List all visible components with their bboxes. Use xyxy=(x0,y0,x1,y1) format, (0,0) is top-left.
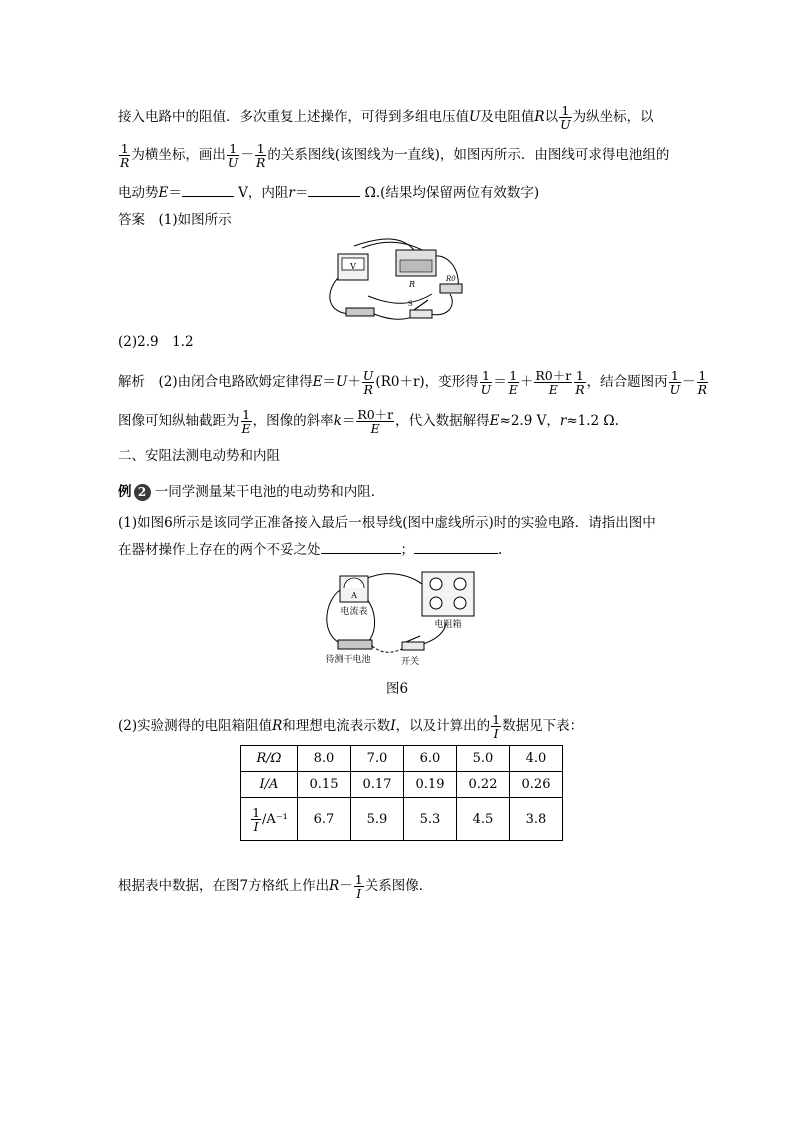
fraction-U-over-R: $\frac{U}{R}$ xyxy=(362,368,374,397)
text: ； xyxy=(400,542,414,558)
text: ，以及计算出的 xyxy=(395,718,491,734)
analysis-line2 xyxy=(118,408,619,435)
text: 关系图像． xyxy=(364,878,433,894)
dial xyxy=(454,578,466,590)
data-table xyxy=(240,745,563,841)
resistance-box xyxy=(422,572,474,616)
para1-line1 xyxy=(118,104,654,131)
var-U: U xyxy=(469,109,481,125)
example-text: 一同学测量某干电池的电动势和内阻． xyxy=(154,484,385,500)
var-I: I xyxy=(390,718,396,734)
var-E: E xyxy=(312,374,323,390)
wire xyxy=(368,294,432,303)
fraction-1-over-U: $\frac{1}{U}$ xyxy=(480,368,492,397)
fraction-1-over-R: $\frac{1}{R}$ xyxy=(575,368,585,397)
fraction-1-over-U: $\frac{1}{U}$ xyxy=(669,368,681,397)
text: 及电阻值 xyxy=(480,109,535,125)
dial xyxy=(430,578,442,590)
text: 电动势 xyxy=(118,185,159,201)
label-R: R xyxy=(408,280,416,289)
answer-part1: (1)如图所示 xyxy=(158,212,232,228)
table-cell: 0.26 xyxy=(510,772,563,798)
table-row xyxy=(241,772,563,798)
text: 以 xyxy=(544,109,559,125)
fraction-1-over-R: $\frac{1}{R}$ xyxy=(120,141,130,170)
text: 为横坐标，画出 xyxy=(131,147,226,163)
figure-6-caption: 图6 xyxy=(386,681,409,697)
final-line xyxy=(118,873,432,900)
resistor-R0 xyxy=(440,284,462,293)
fraction-1-over-R: $\frac{1}{R}$ xyxy=(255,141,266,170)
table-row-header: $\frac{1}{I}$ /A⁻¹ xyxy=(241,798,298,841)
var-E: E xyxy=(489,413,500,429)
example-number-badge: 2 xyxy=(134,484,151,501)
voltmeter-label: V xyxy=(350,262,356,271)
table-cell: 0.22 xyxy=(457,772,510,798)
var-R: R xyxy=(534,109,545,125)
text: . xyxy=(498,542,503,558)
q1-line2 xyxy=(118,540,502,560)
text: 在器材操作上存在的两个不妥之处 xyxy=(118,542,321,558)
example-line xyxy=(118,482,384,502)
analysis-label: 解析 xyxy=(118,374,145,390)
text: － xyxy=(240,147,254,163)
fraction-1-over-U: $\frac{1}{U}$ xyxy=(560,103,571,132)
answer-blank-r[interactable] xyxy=(308,184,360,197)
table-row xyxy=(241,798,563,841)
text: ，代入数据解得 xyxy=(395,413,490,429)
example-label: 例 xyxy=(118,484,132,500)
table-cell: 5.9 xyxy=(351,798,404,841)
table-cell: 0.17 xyxy=(351,772,404,798)
fraction-R0r-over-E: $\frac{R0+r}{E}$ xyxy=(357,407,394,436)
q1-line1: (1)如图6所示是该同学正准备接入最后一根导线(图中虚线所示)时的实验电路．请指出图中 xyxy=(118,515,656,531)
fraction-1-over-U: $\frac{1}{U}$ xyxy=(227,141,239,170)
wire xyxy=(366,598,375,642)
analysis-line1 xyxy=(118,369,709,396)
text: ＝ xyxy=(294,185,309,201)
dial xyxy=(454,597,466,609)
text: － xyxy=(682,374,696,390)
table-cell: 0.15 xyxy=(298,772,351,798)
text: Ω.(结果均保留两位有效数字) xyxy=(364,185,540,201)
text: V，内阻 xyxy=(238,185,289,201)
battery xyxy=(346,308,374,316)
label-ammeter: 电流表 xyxy=(340,607,368,617)
section-title: 二、安阻法测电动势和内阻 xyxy=(118,448,280,464)
text: 为纵坐标，以 xyxy=(572,109,654,125)
text: ＝ xyxy=(341,413,356,429)
text: ＝ xyxy=(322,374,336,390)
ammeter-letter: A xyxy=(351,591,357,600)
text: 和理想电流表示数 xyxy=(282,718,391,734)
text: ＋ xyxy=(519,374,534,390)
var-r: r xyxy=(288,185,295,201)
table-cell: 0.19 xyxy=(404,772,457,798)
wire xyxy=(354,239,414,250)
dashed-wire xyxy=(372,646,404,652)
text: 的关系图线(该图线为一直线)，如图丙所示．由图线可求得电池组的 xyxy=(267,147,670,163)
switch-lever xyxy=(406,636,420,642)
answer-label: 答案 xyxy=(118,212,145,228)
text: 图像可知纵轴截距为 xyxy=(118,413,240,429)
answer-blank-1[interactable] xyxy=(321,541,401,554)
fraction-1-over-E: $\frac{1}{E}$ xyxy=(508,368,518,397)
table-cell: 3.8 xyxy=(510,798,563,841)
circuit-figure-voltmeter xyxy=(322,236,470,324)
resistor-box-panel xyxy=(400,260,432,272)
label-resistance-box: 电阻箱 xyxy=(434,620,462,630)
answer-blank-E[interactable] xyxy=(182,184,234,197)
table-cell: 4.5 xyxy=(457,798,510,841)
var-k: k xyxy=(333,413,342,429)
table-cell: 6.0 xyxy=(404,746,457,772)
var-R: R xyxy=(329,878,340,894)
table-cell: 6.7 xyxy=(298,798,351,841)
fraction-1-over-I: $\frac{1}{I}$ xyxy=(492,712,501,741)
text: ＝ xyxy=(493,374,507,390)
wire xyxy=(430,294,452,315)
table-cell: 8.0 xyxy=(298,746,351,772)
answer-line xyxy=(118,210,232,230)
table-cell: 5.3 xyxy=(404,798,457,841)
table-row-header: I/A xyxy=(241,772,298,798)
label-battery: 待测干电池 xyxy=(325,655,371,665)
fraction-R0r-over-E: $\frac{R0+r}{E}$ xyxy=(535,368,572,397)
table-cell: 7.0 xyxy=(351,746,404,772)
text: (2)由闭合电路欧姆定律得 xyxy=(158,374,313,390)
q2-line xyxy=(118,713,583,740)
table-cell: 5.0 xyxy=(457,746,510,772)
answer-blank-2[interactable] xyxy=(414,541,498,554)
battery xyxy=(338,640,372,649)
text: 数据见下表： xyxy=(502,718,584,734)
var-R: R xyxy=(272,718,283,734)
para1-line3 xyxy=(118,183,539,203)
label-S: S xyxy=(408,300,413,308)
wire xyxy=(360,574,426,588)
text: 根据表中数据，在图7方格纸上作出 xyxy=(118,878,330,894)
text: ≈2.9 V， xyxy=(499,413,560,429)
switch-base xyxy=(410,310,432,318)
text: ＋ xyxy=(347,374,361,390)
text: (2)实验测得的电阻箱阻值 xyxy=(118,718,273,734)
table-cell: 4.0 xyxy=(510,746,563,772)
text: ，图像的斜率 xyxy=(252,413,334,429)
text: ≈1.2 Ω. xyxy=(566,413,619,429)
text: ＝ xyxy=(168,185,182,201)
var-r: r xyxy=(559,413,567,429)
text: ，结合题图丙 xyxy=(586,374,668,390)
table-row xyxy=(241,746,563,772)
label-switch: 开关 xyxy=(400,657,420,667)
var-U: U xyxy=(335,374,348,390)
label-R0: R0 xyxy=(446,275,456,283)
fraction-1-over-R: $\frac{1}{R}$ xyxy=(697,368,708,397)
fraction-1-over-I: $\frac{1}{I}$ xyxy=(354,872,363,901)
wire xyxy=(327,590,340,642)
figure-6-circuit xyxy=(316,570,482,670)
answer-part2: (2)2.9 1.2 xyxy=(118,334,194,350)
switch-base xyxy=(402,642,424,650)
text: － xyxy=(339,878,353,894)
para1-line2 xyxy=(118,142,669,169)
fraction-1-over-E: $\frac{1}{E}$ xyxy=(241,407,251,436)
text: (R0＋r) xyxy=(375,374,425,390)
dial xyxy=(430,597,442,609)
text: 接入电路中的阻值．多次重复上述操作，可得到多组电压值 xyxy=(118,109,469,125)
text: ，变形得 xyxy=(424,374,479,390)
table-row-header: R/Ω xyxy=(241,746,298,772)
var-E: E xyxy=(158,185,169,201)
